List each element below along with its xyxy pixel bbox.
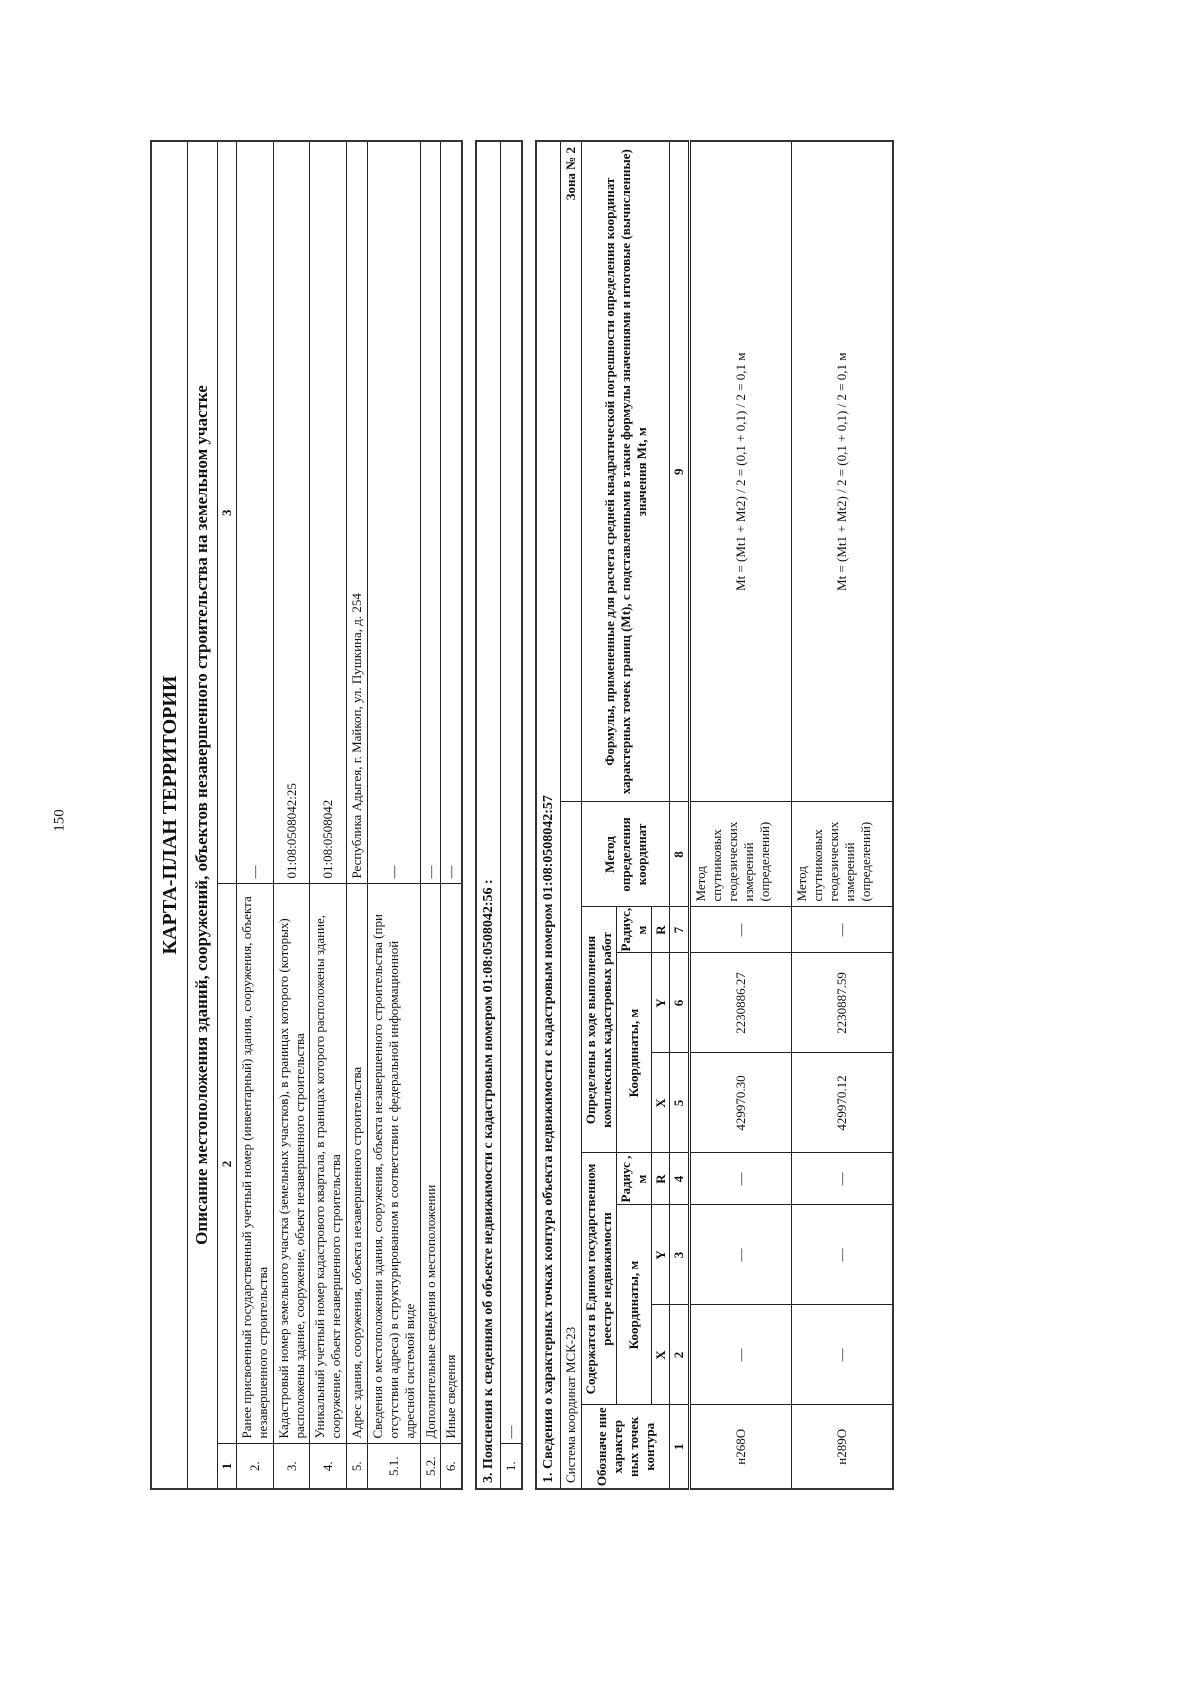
row-value: — bbox=[441, 141, 462, 884]
col-number: 6 bbox=[670, 953, 690, 1053]
row-label: Уникальный учетный номер кадастрового квартала, в границах которого расположены здание, сооружение, объект незавершенного строительства bbox=[310, 884, 347, 1444]
col-header-x: X bbox=[651, 1053, 670, 1153]
table-row bbox=[368, 141, 421, 1489]
radius: — bbox=[690, 907, 792, 953]
row-label: Кадастровый номер земельного участка (земельных участков), в границах которого (которых) расположены здание, сооружение, объект незавершенного строительства bbox=[273, 884, 310, 1444]
table-row bbox=[441, 141, 462, 1489]
points-table bbox=[535, 140, 894, 1490]
header-row bbox=[218, 141, 237, 1489]
point-name: н268О bbox=[690, 1405, 792, 1489]
formula: Mt = (Mt1 + Mt2) / 2 = (0,1 + 0,1) / 2 = 0,1 м bbox=[690, 141, 792, 802]
row-number: 5.2. bbox=[420, 1444, 441, 1489]
coord-x: 429970.12 bbox=[792, 1053, 894, 1153]
explanations-table bbox=[475, 140, 523, 1490]
document-title: КАРТА-ПЛАН ТЕРРИТОРИИ bbox=[151, 141, 188, 1489]
col-header-coords: Координаты, м bbox=[616, 1205, 651, 1405]
row-value: — bbox=[420, 141, 441, 884]
points-title: 1. Сведения о характерных точках контура объекта недвижимости с кадастровым номером 01:08:0508042:57 bbox=[536, 141, 561, 1489]
table-row bbox=[236, 141, 273, 1489]
point-name: н289О bbox=[792, 1405, 894, 1489]
row-value: 01:08:0508042:25 bbox=[273, 141, 310, 884]
col-header-egrn: Содержатся в Едином государственном реестре недвижимости bbox=[582, 1153, 617, 1405]
col-header-radius: Радиус, м bbox=[616, 907, 651, 953]
radius: — bbox=[792, 907, 894, 953]
rotated-sheet bbox=[150, 140, 1065, 1490]
row-value: — bbox=[236, 141, 273, 884]
col-number: 8 bbox=[670, 802, 690, 907]
row-label: Ранее присвоенный государственный учетный номер (инвентарный) здания, сооружения, объекта незавершенного строительства bbox=[236, 884, 273, 1444]
section-title: Описание местоположения зданий, сооружений, объектов незавершенного строительства на земельном участке bbox=[188, 141, 218, 1489]
row-label: Дополнительные сведения о местоположении bbox=[420, 884, 441, 1444]
col-number: 5 bbox=[670, 1053, 690, 1153]
col-number: 7 bbox=[670, 907, 690, 953]
row-number: 5. bbox=[347, 1444, 368, 1489]
col-header-y: Y bbox=[651, 1205, 670, 1305]
col-header-kkr: Определены в ходе выполнения комплексных кадастровых работ bbox=[582, 907, 617, 1153]
col-header-designation: Обозначе ние характер ных точек контура bbox=[582, 1405, 670, 1489]
method: Метод спутниковых геодезических измерений (определений) bbox=[792, 802, 894, 907]
col-header-radius: Радиус , м bbox=[616, 1153, 651, 1205]
table-row bbox=[310, 141, 347, 1489]
row-number: 6. bbox=[441, 1444, 462, 1489]
row-value: — bbox=[368, 141, 421, 884]
col-header: 2 bbox=[218, 884, 237, 1444]
col-header-method: Метод определения координат bbox=[582, 802, 670, 907]
explanations-title: 3. Пояснения к сведениям об объекте недвижимости с кадастровым номером 01:08:0508042:56 : bbox=[476, 141, 501, 1489]
row-label: Иные сведения bbox=[441, 884, 462, 1444]
egrn-r: — bbox=[690, 1153, 792, 1205]
table-row bbox=[347, 141, 368, 1489]
row-label: Сведения о местоположении здания, сооружения, объекта незавершенного строительства (при отсутствии адреса) в структурированном в соответствии с федеральной информационной адресной системой виде bbox=[368, 884, 421, 1444]
page-number: 150 bbox=[51, 809, 68, 832]
formula: Mt = (Mt1 + Mt2) / 2 = (0,1 + 0,1) / 2 = 0,1 м bbox=[792, 141, 894, 802]
col-header-y: Y bbox=[651, 953, 670, 1053]
row-value: Республика Адыгея, г. Майкоп, ул. Пушкина, д. 254 bbox=[347, 141, 368, 884]
col-number: 9 bbox=[670, 141, 690, 802]
col-number: 3 bbox=[670, 1205, 690, 1305]
col-number: 1 bbox=[670, 1405, 690, 1489]
egrn-x: — bbox=[792, 1305, 894, 1405]
coord-system: Система координат МСК-23 bbox=[561, 802, 582, 1489]
row-value: 01:08:0508042 bbox=[310, 141, 347, 884]
table-row bbox=[420, 141, 441, 1489]
zone-label: Зона № 2 bbox=[561, 141, 582, 802]
table-row bbox=[273, 141, 310, 1489]
col-header-formula: Формулы, примененные для расчета средней квадратической погрешности определения координат характерных точек границ (Mt), с подставленными в такие формулы значениями и итоговые (вычисленные) значения Mt, м bbox=[582, 141, 670, 802]
method: Метод спутниковых геодезических измерений (определений) bbox=[690, 802, 792, 907]
coord-y: 2230887.59 bbox=[792, 953, 894, 1053]
col-number: 2 bbox=[670, 1305, 690, 1405]
coord-y: 2230886.27 bbox=[690, 953, 792, 1053]
row-value: — bbox=[501, 141, 522, 1444]
row-number: 4. bbox=[310, 1444, 347, 1489]
row-number: 3. bbox=[273, 1444, 310, 1489]
egrn-r: — bbox=[792, 1153, 894, 1205]
description-table bbox=[150, 140, 463, 1490]
col-header-r: R bbox=[651, 907, 670, 953]
col-header: 1 bbox=[218, 1444, 237, 1489]
row-number: 5.1. bbox=[368, 1444, 421, 1489]
column-numbers-row bbox=[670, 141, 690, 1489]
egrn-y: — bbox=[690, 1205, 792, 1305]
table-row bbox=[792, 141, 894, 1489]
table-row bbox=[501, 141, 522, 1489]
row-number: 2. bbox=[236, 1444, 273, 1489]
row-label: Адрес здания, сооружения, объекта незавершенного строительства bbox=[347, 884, 368, 1444]
col-header-x: X bbox=[651, 1305, 670, 1405]
egrn-y: — bbox=[792, 1205, 894, 1305]
col-number: 4 bbox=[670, 1153, 690, 1205]
table-row bbox=[690, 141, 792, 1489]
col-header: 3 bbox=[218, 141, 237, 884]
row-number: 1. bbox=[501, 1444, 522, 1489]
col-header-r: R bbox=[651, 1153, 670, 1205]
egrn-x: — bbox=[690, 1305, 792, 1405]
col-header-coords: Координаты, м bbox=[616, 953, 651, 1153]
coord-x: 429970.30 bbox=[690, 1053, 792, 1153]
